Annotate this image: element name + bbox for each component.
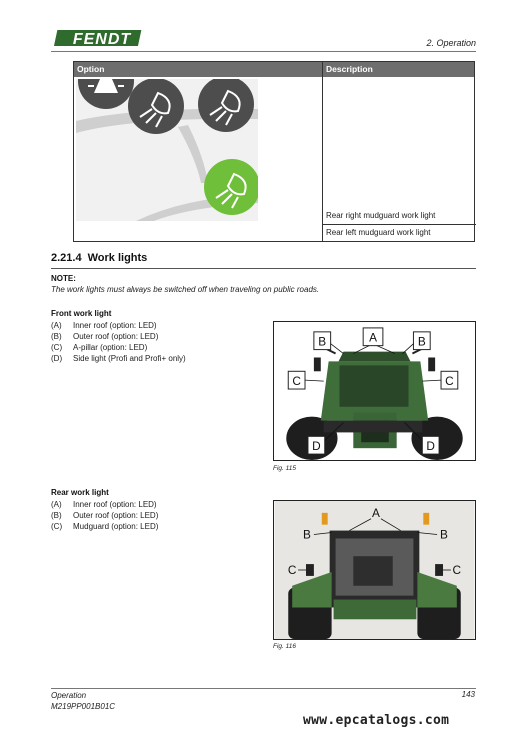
page-number: 143 [461,690,475,699]
column-description-header: Description [326,64,373,74]
label-c-right [441,371,458,389]
label-b-left [303,527,311,541]
work-light-button-icon [128,79,184,134]
list-item: (B) Outer roof (option: LED) [51,511,159,520]
svg-text:B: B [417,334,426,349]
front-work-light-list [51,320,203,364]
footer-chapter: Operation [51,691,87,700]
list-item: (A) Inner roof (option: LED) [51,321,157,330]
list-item: (A) Inner roof (option: LED) [51,500,157,509]
brand-wordmark: FENDT [72,31,132,48]
svg-text:A: A [369,330,377,345]
rear-work-light-heading: Rear work light [51,488,109,497]
front-work-light-heading: Front work light [51,309,112,318]
header-divider [51,51,476,52]
label-a [372,506,380,520]
label-d-right [422,436,439,454]
svg-text:C: C [287,562,297,577]
label-c-left [288,563,297,577]
list-item: (B) Outer roof (option: LED) [51,332,159,341]
svg-text:D: D [426,439,435,454]
list-item: (D) Side light (Profi and Profi+ only) [51,354,186,363]
column-option-header: Option [77,64,105,74]
svg-text:B: B [440,527,448,542]
note-label: NOTE: [51,274,76,283]
fendt-logo [52,27,148,49]
column-divider [322,62,323,241]
table-header [74,62,474,77]
section-title: Work lights [87,252,148,264]
label-c-right [453,563,462,577]
rear-work-light-list [51,499,203,532]
list-item: (C) A-pillar (option: LED) [51,343,148,352]
note-text: The work lights must always be switched off when traveling on public roads. [51,285,320,294]
footer-doc-id: M219PP001B01C [51,702,116,711]
figure-caption-115: Fig. 115 [273,465,297,472]
svg-text:C: C [292,374,301,389]
row-divider [323,224,476,225]
mudguard-light-button-active-icon [204,159,258,215]
svg-text:C: C [445,374,454,389]
label-c-left [288,371,305,389]
chapter-title: 2. Operation [426,38,476,48]
section-divider [51,268,476,269]
svg-text:D: D [312,439,321,454]
label-d-left [308,436,325,454]
footer-divider [51,688,476,689]
options-table [73,61,475,242]
table-row-rear-left: Rear left mudguard work light [326,228,431,237]
svg-text:C: C [452,562,462,577]
section-heading [51,252,147,264]
table-row-rear-right: Rear right mudguard work light [326,211,436,220]
label-b-right [440,527,448,541]
svg-text:A: A [372,505,380,520]
label-b-right [413,332,430,350]
svg-text:B: B [303,527,311,542]
list-item: (C) Mudguard (option: LED) [51,522,159,531]
rear-tractor-photo [273,500,476,640]
watermark: www.epcatalogs.com [303,713,450,728]
label-b-left [314,332,331,350]
section-number: 2.21.4 [51,252,82,264]
svg-text:B: B [318,334,327,349]
switch-panel-image [76,79,258,221]
footer-left [51,690,115,712]
figure-caption-116: Fig. 116 [273,643,297,650]
label-a [363,328,383,346]
front-tractor-photo [273,321,476,461]
